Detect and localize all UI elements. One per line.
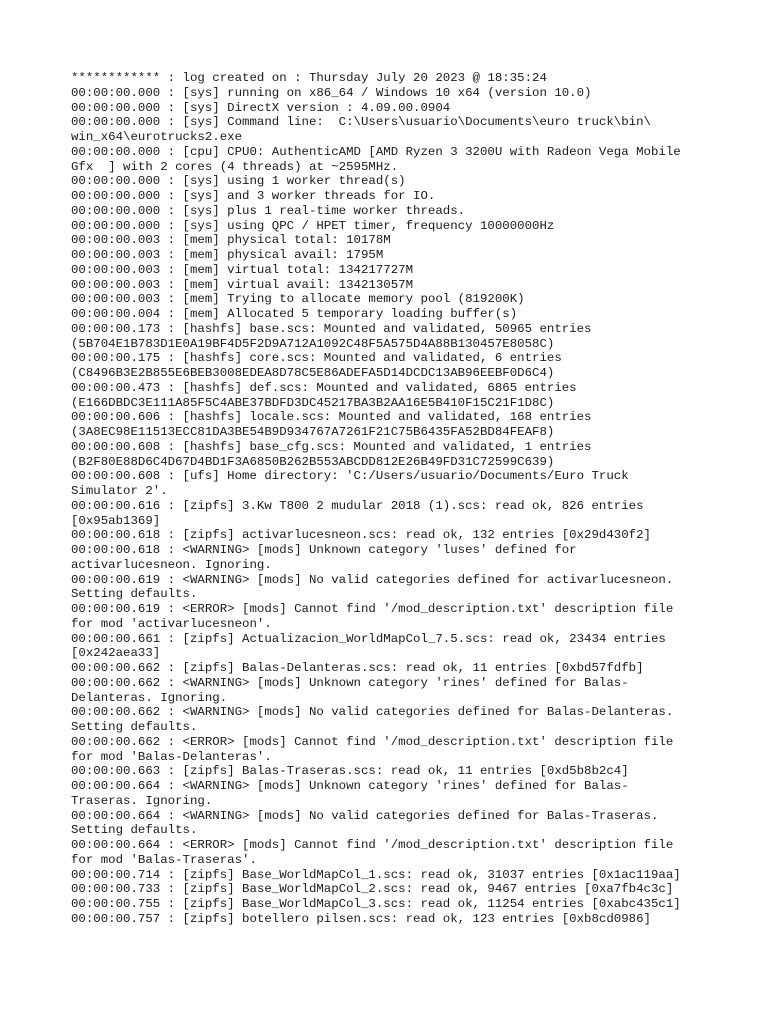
log-line: 00:00:00.473 : [hashfs] def.scs: Mounted and validated, 6865 entries [71,380,577,395]
log-line: 00:00:00.661 : [zipfs] Actualizacion_WorldMapCol_7.5.scs: read ok, 23434 entries [71,631,666,646]
log-text [71,71,711,927]
log-line: 00:00:00.662 : <WARNING> [mods] Unknown category 'rines' defined for Balas- [71,675,629,690]
log-line: (3A8EC98E11513ECC81DA3BE54B9D934767A7261F21C75B6435FA52BD84FEAF8) [71,425,555,439]
log-line: 00:00:00.003 : [mem] physical total: 10178M [71,233,391,248]
log-line: Setting defaults. [71,823,198,838]
log-line: 00:00:00.616 : [zipfs] 3.Kw T800 2 mudular 2018 (1).scs: read ok, 826 entries [71,498,644,513]
log-line: 00:00:00.662 : <ERROR> [mods] Cannot find '/mod_description.txt' description file [71,734,674,749]
log-line: activarlucesneon. Ignoring. [71,557,272,572]
log-line: 00:00:00.003 : [mem] virtual total: 134217727M [71,262,414,277]
log-line: Setting defaults. [71,720,198,734]
log-line: 00:00:00.000 : [sys] DirectX version : 4.09.00.0904 [71,100,451,115]
log-document [71,71,711,927]
log-line: 00:00:00.664 : <WARNING> [mods] No valid categories defined for Balas-Traseras. [71,808,659,823]
log-line: [0x242aea33] [71,646,161,661]
log-line: 00:00:00.714 : [zipfs] Base_WorldMapCol_1.scs: read ok, 31037 entries [0x1ac119aa] [71,867,681,882]
log-line: for mod 'activarlucesneon'. [71,616,272,631]
log-line: 00:00:00.618 : [zipfs] activarlucesneon.scs: read ok, 132 entries [0x29d430f2] [71,528,651,543]
log-line: 00:00:00.003 : [mem] Trying to allocate memory pool (819200K) [71,292,525,307]
log-line: 00:00:00.608 : [ufs] Home directory: 'C:/Users/usuario/Documents/Euro Truck [71,469,629,484]
log-line: Delanteras. Ignoring. [71,690,228,705]
log-line: 00:00:00.003 : [mem] virtual avail: 134213057M [71,277,414,292]
log-line: for mod 'Balas-Traseras'. [71,852,257,867]
log-line: (E166DBDC3E111A85F5C4ABE37BDFD3DC45217BA3B2AA16E5B410F15C21F1D8C) [71,395,555,410]
log-line: 00:00:00.755 : [zipfs] Base_WorldMapCol_3.scs: read ok, 11254 entries [0xabc435c1] [71,897,681,911]
log-line: 00:00:00.004 : [mem] Allocated 5 temporary loading buffer(s) [71,307,518,321]
log-line: 00:00:00.173 : [hashfs] base.scs: Mounted and validated, 50965 entries [71,321,592,336]
log-line: (C8496B3E2B855E6BEB3008EDEA8D78C5E86ADEFA5D14DCDC13AB96EEBF0D6C4) [71,366,555,380]
log-line: 00:00:00.003 : [mem] physical avail: 1795M [71,248,384,262]
log-line: win_x64\eurotrucks2.exe [71,130,243,144]
log-line: 00:00:00.608 : [hashfs] base_cfg.scs: Mounted and validated, 1 entries [71,439,592,454]
log-line: for mod 'Balas-Delanteras'. [71,749,272,764]
log-line: 00:00:00.606 : [hashfs] locale.scs: Mounted and validated, 168 entries [71,410,592,425]
log-line: 00:00:00.662 : [zipfs] Balas-Delanteras.scs: read ok, 11 entries [0xbd57fdfb] [71,661,644,675]
log-line: 00:00:00.664 : <ERROR> [mods] Cannot find '/mod_description.txt' description file [71,838,674,852]
log-line: 00:00:00.000 : [cpu] CPU0: AuthenticAMD [AMD Ryzen 3 3200U with Radeon Vega Mobile [71,144,681,159]
log-line: 00:00:00.000 : [sys] and 3 worker threads for IO. [71,189,436,203]
log-line: (B2F80E88D6C4D67D4BD1F3A6850B262B553ABCDD812E26B49FD31C72599C639) [71,454,555,469]
log-line: 00:00:00.619 : <ERROR> [mods] Cannot find '/mod_description.txt' description file [71,602,674,616]
log-line: [0x95ab1369] [71,513,161,528]
log-line: 00:00:00.733 : [zipfs] Base_WorldMapCol_2.scs: read ok, 9467 entries [0xa7fb4c3c] [71,882,674,897]
log-line: 00:00:00.757 : [zipfs] botellero pilsen.scs: read ok, 123 entries [0xb8cd0986] [71,911,651,926]
log-line: 00:00:00.663 : [zipfs] Balas-Traseras.scs: read ok, 11 entries [0xd5b8b2c4] [71,764,629,779]
log-line: 00:00:00.000 : [sys] running on x86_64 / Windows 10 x64 (version 10.0) [71,85,592,100]
log-line: 00:00:00.000 : [sys] plus 1 real-time worker threads. [71,203,466,218]
log-line: 00:00:00.662 : <WARNING> [mods] No valid categories defined for Balas-Delanteras. [71,705,674,720]
log-line: Simulator 2'. [71,484,168,498]
log-line: Gfx ] with 2 cores (4 threads) at ~2595MHz. [71,159,399,174]
log-line: 00:00:00.175 : [hashfs] core.scs: Mounted and validated, 6 entries [71,351,562,366]
log-line: (5B704E1B783D1E0A19BF4D5F2D9A712A1092C48F5A575D4A88B130457E8058C) [71,336,555,351]
log-line: ************ : log created on : Thursday July 20 2023 @ 18:35:24 [71,71,547,85]
log-line: 00:00:00.000 : [sys] using 1 worker thread(s) [71,174,406,189]
log-line: 00:00:00.619 : <WARNING> [mods] No valid categories defined for activarlucesneon. [71,572,674,587]
log-line: 00:00:00.664 : <WARNING> [mods] Unknown category 'rines' defined for Balas- [71,779,629,793]
log-line: 00:00:00.000 : [sys] using QPC / HPET timer, frequency 10000000Hz [71,218,555,233]
log-line: Traseras. Ignoring. [71,793,213,808]
log-line: 00:00:00.618 : <WARNING> [mods] Unknown category 'luses' defined for [71,543,577,557]
log-line: 00:00:00.000 : [sys] Command line: C:\Users\usuario\Documents\euro truck\bin\ [71,115,651,130]
log-line: Setting defaults. [71,587,198,602]
